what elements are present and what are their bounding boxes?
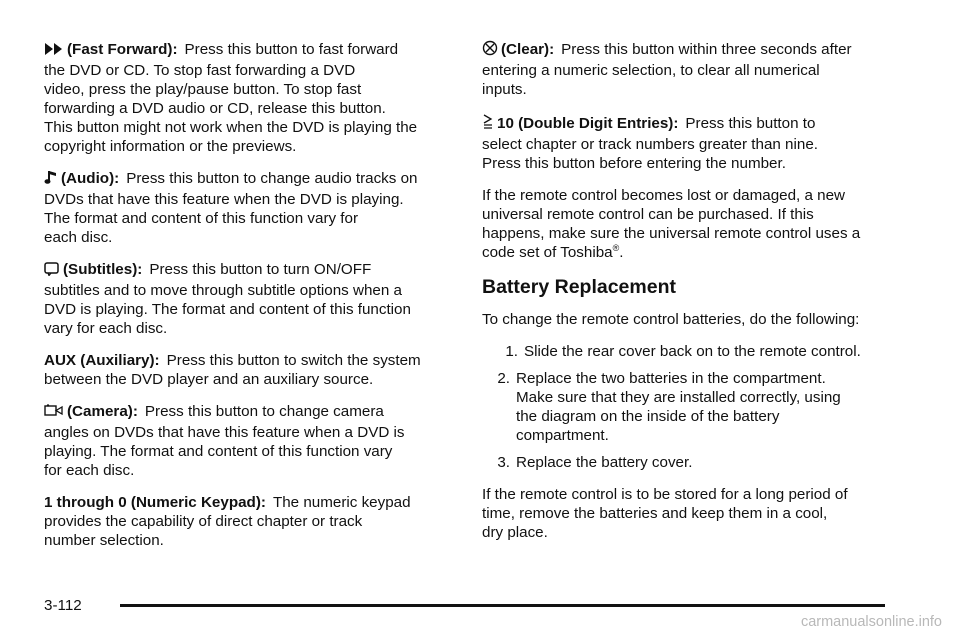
left-column bbox=[44, 40, 452, 563]
battery-steps-list bbox=[482, 342, 892, 472]
audio-icon bbox=[44, 169, 58, 190]
subtitles-icon bbox=[44, 262, 60, 281]
fast-forward-icon bbox=[44, 42, 64, 61]
battery-replacement-heading: Battery Replacement bbox=[482, 276, 676, 298]
list-item: 3. Replace the battery cover. bbox=[497, 454, 693, 471]
camera-icon bbox=[44, 404, 64, 423]
subtitles-entry: (Subtitles): Press this button to turn ON/OFF subtitles and to move through subtitle options when a DVD is playing. The format and content of this function vary for each disc. bbox=[44, 261, 411, 337]
clear-entry: (Clear): Press this button within three seconds after entering a numeric selection, to clear all numerical inputs. bbox=[482, 41, 852, 98]
numeric-keypad-entry: 1 through 0 (Numeric Keypad): The numeric keypad provides the capability of direct chapter or track number selection. bbox=[44, 494, 411, 549]
aux-term: AUX (Auxiliary): bbox=[44, 352, 160, 369]
fast-forward-entry: (Fast Forward): Press this button to fast forward the DVD or CD. To stop fast forwarding a DVD video, press the play/pause button. To stop fast forwarding a DVD audio or CD, release this button. This button might not work when the DVD is playing the copyright information or the previews. bbox=[44, 41, 418, 155]
subtitles-term: (Subtitles): bbox=[63, 261, 143, 278]
watermark: carmanualsonline.info bbox=[800, 614, 942, 630]
clear-icon bbox=[482, 40, 498, 61]
lost-remote-paragraph: If the remote control becomes lost or damaged, a new universal remote control can be purchased. If this happens, make sure the universal remote control uses a code set of Toshiba®. bbox=[482, 187, 861, 261]
right-column bbox=[482, 40, 892, 555]
audio-entry: (Audio): Press this button to change audio tracks on DVDs that have this feature when the DVD is playing. The format and content of this function vary for each disc. bbox=[44, 170, 418, 246]
clear-term: (Clear): bbox=[501, 41, 555, 58]
list-item: 1. Slide the rear cover back on to the remote control. bbox=[505, 343, 861, 360]
numeric-keypad-term: 1 through 0 (Numeric Keypad): bbox=[44, 494, 266, 511]
aux-entry: AUX (Auxiliary): Press this button to switch the system between the DVD player and an auxiliary source. bbox=[44, 352, 421, 388]
double-digit-term: 10 (Double Digit Entries): bbox=[497, 115, 679, 132]
list-item: 2. Replace the two batteries in the compartment. Make sure that they are installed correctly, using the diagram on the inside of the battery compartment. bbox=[497, 370, 841, 444]
camera-term: (Camera): bbox=[67, 403, 138, 420]
double-digit-icon bbox=[482, 112, 494, 135]
fast-forward-term: (Fast Forward): bbox=[67, 41, 178, 58]
battery-intro: To change the remote control batteries, do the following: bbox=[482, 311, 860, 328]
storage-paragraph: If the remote control is to be stored for a long period of time, remove the batteries and keep them in a cool, dry place. bbox=[482, 486, 848, 541]
camera-entry: (Camera): Press this button to change camera angles on DVDs that have this feature when a DVD is playing. The format and content of this function vary for each disc. bbox=[44, 403, 405, 479]
page-number: 3-112 bbox=[44, 597, 82, 614]
footer-rule bbox=[120, 604, 885, 607]
registered-mark: ® bbox=[612, 242, 620, 253]
audio-term: (Audio): bbox=[61, 170, 120, 187]
double-digit-entry: 10 (Double Digit Entries): Press this button to select chapter or track numbers greater than nine. Press this button before entering the number. bbox=[482, 112, 892, 173]
